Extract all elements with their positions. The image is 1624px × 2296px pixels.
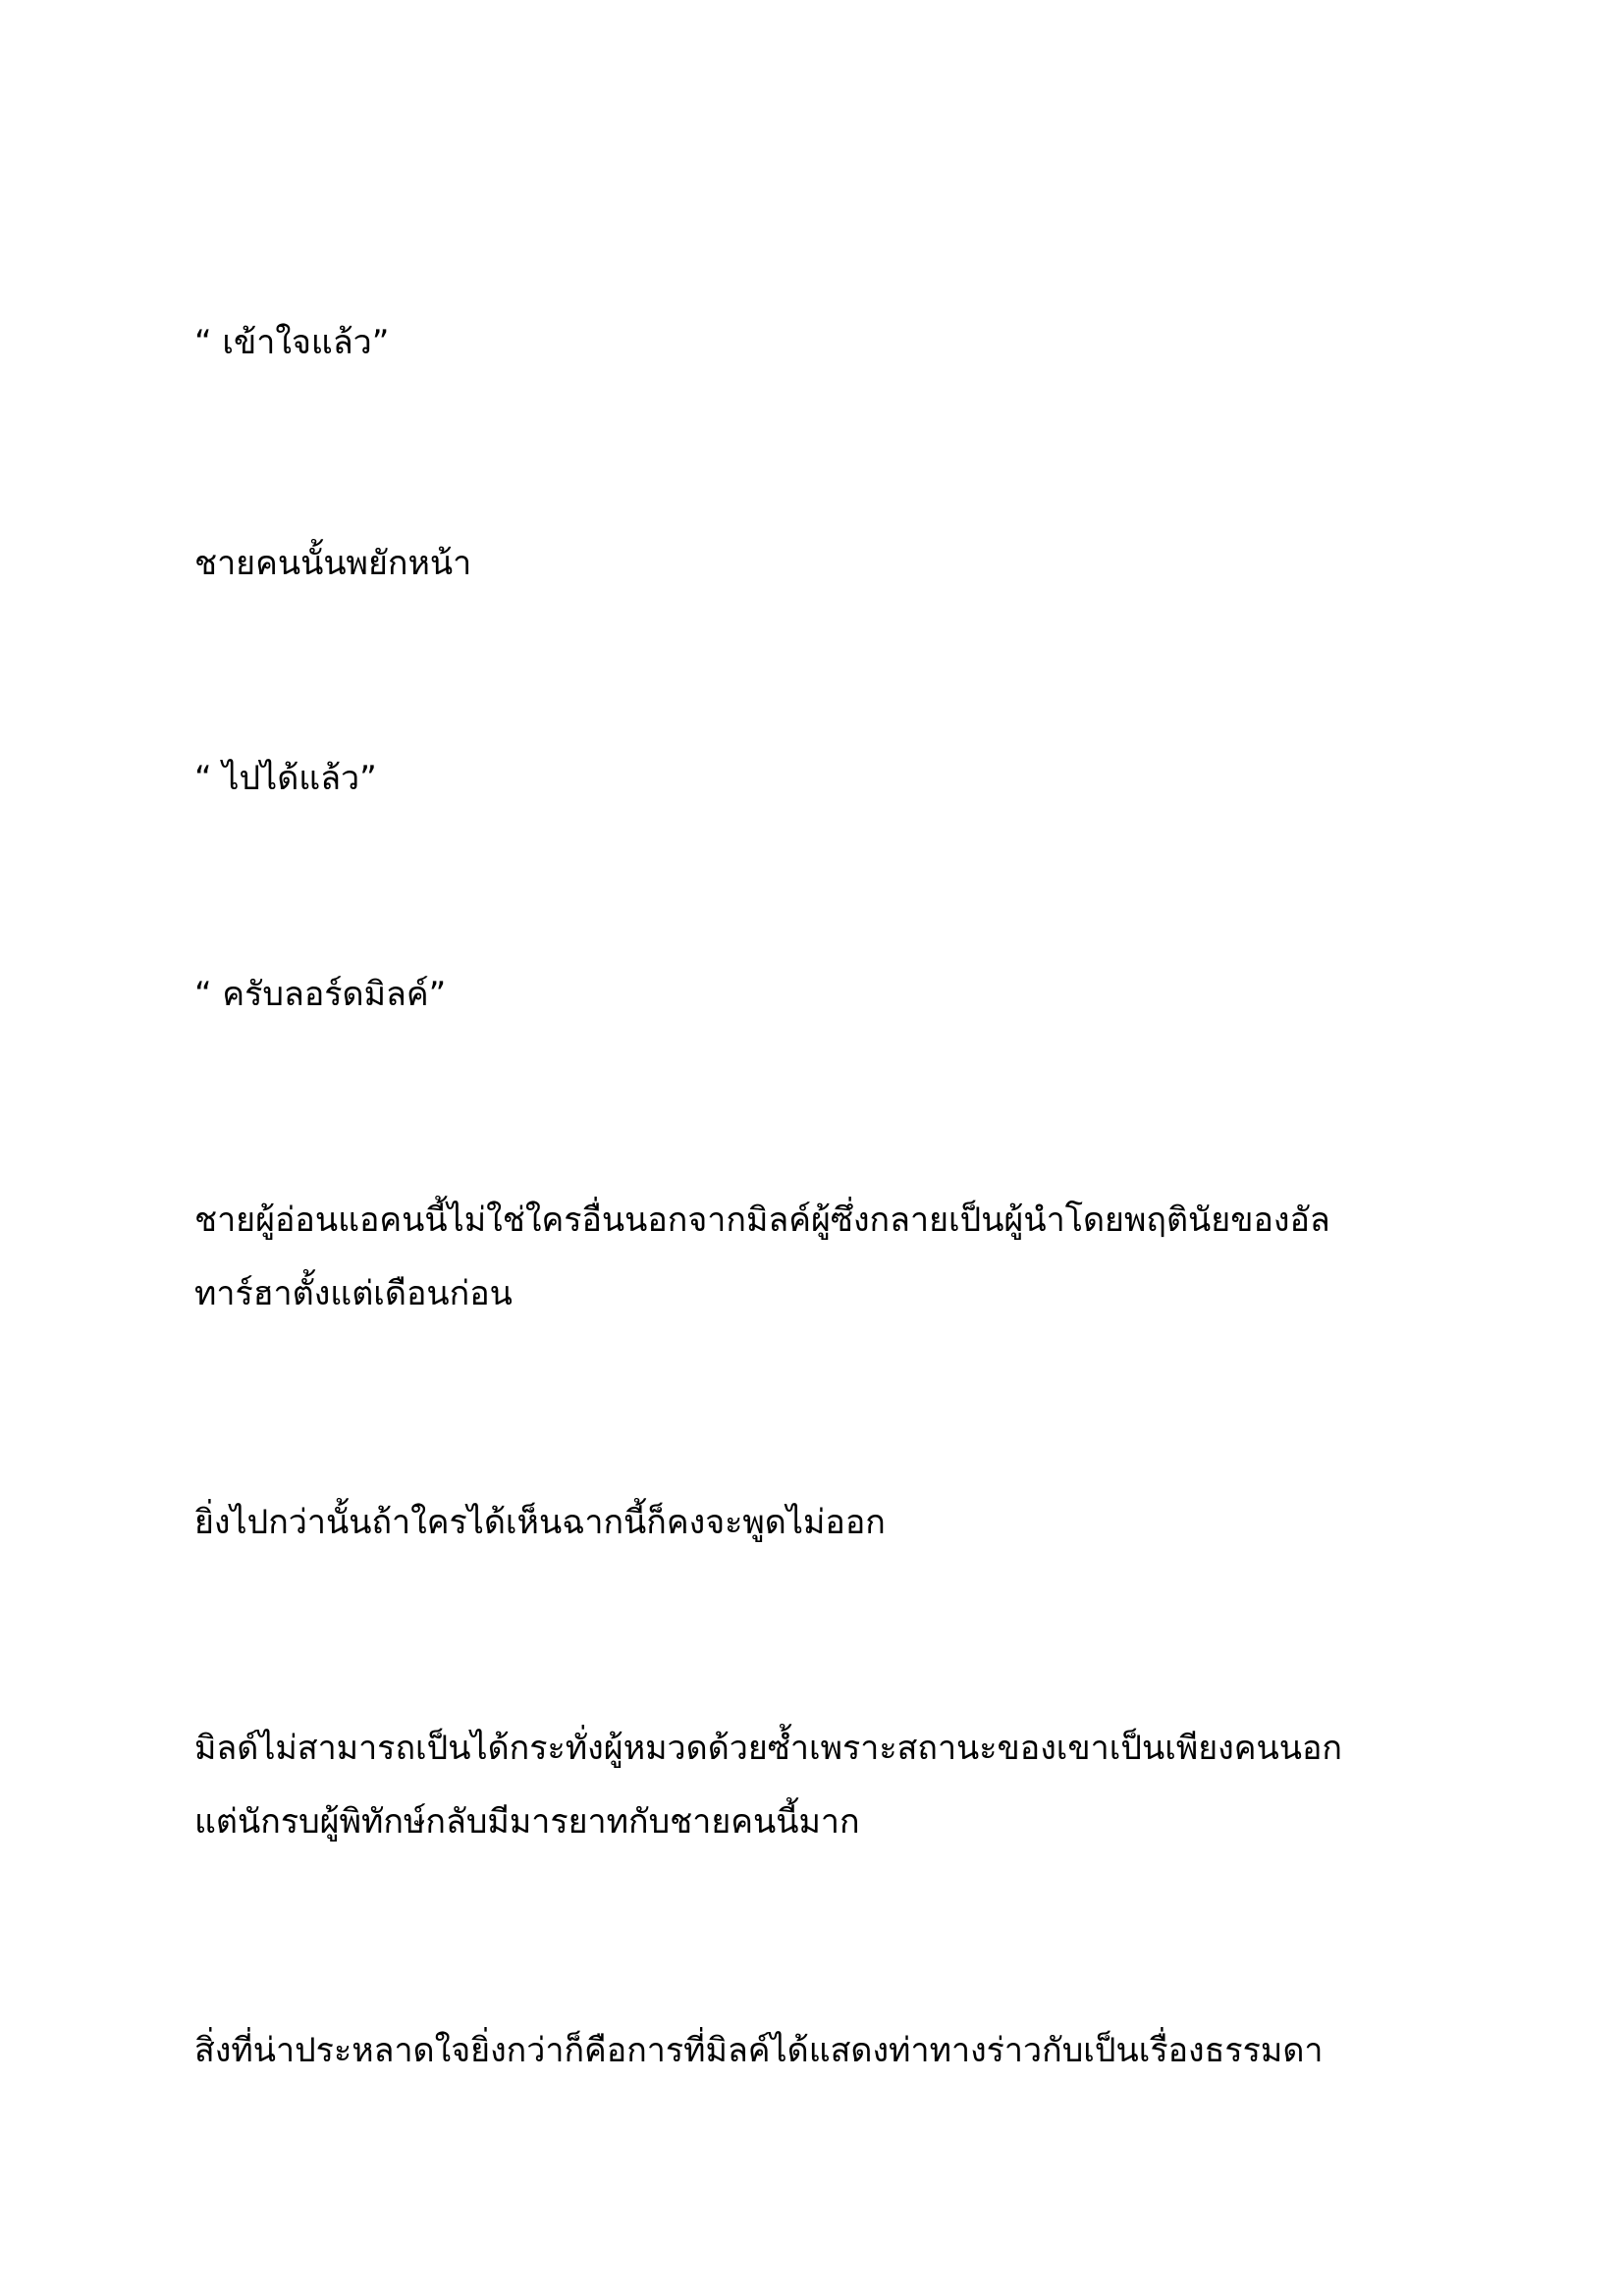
paragraph-surprising xyxy=(194,2014,1432,2088)
text-line: แต่นักรบผู้พิทักษ์กลับมีมารยาทกับชายคนนี้มาก xyxy=(194,1802,860,1842)
text-line: ชายคนนั้นพยักหน้า xyxy=(194,544,472,583)
text-line: ยิ่งไปกว่านั้นถ้าใครได้เห็นฉากนี้ก็คงจะพูดไม่ออก xyxy=(194,1503,886,1542)
paragraph-weak-man xyxy=(194,1184,1432,1331)
text-line: มิลด์ไม่สามารถเป็นได้กระทั่งผู้หมวดด้วยซ้ำเพราะสถานะของเขาเป็นเพียงคนนอก xyxy=(194,1729,1342,1768)
paragraph-man-nods xyxy=(194,527,1432,601)
text-line: ทาร์ฮาตั้งแต่เดือนก่อน xyxy=(194,1274,513,1313)
paragraph-dialogue-understood xyxy=(194,306,1432,380)
text-line: “ เข้าใจแล้ว” xyxy=(194,323,390,362)
paragraph-dialogue-go xyxy=(194,742,1432,816)
paragraph-outsider xyxy=(194,1712,1432,1859)
text-line: “ ครับลอร์ดมิลค์” xyxy=(194,975,447,1014)
text-line: “ ไปได้แล้ว” xyxy=(194,759,377,798)
paragraph-speechless xyxy=(194,1486,1432,1560)
paragraph-dialogue-lord-milk xyxy=(194,958,1432,1032)
text-line: สิ่งที่น่าประหลาดใจยิ่งกว่าก็คือการที่มิลค์ได้แสดงท่าทางร่าวกับเป็นเรื่องธรรมดา xyxy=(194,2031,1324,2070)
text-line: ชายผู้อ่อนแอคนนี้ไม่ใช่ใครอื่นนอกจากมิลค์ผู้ซึ่งกลายเป็นผู้นำโดยพฤตินัยของอัล xyxy=(194,1201,1330,1240)
